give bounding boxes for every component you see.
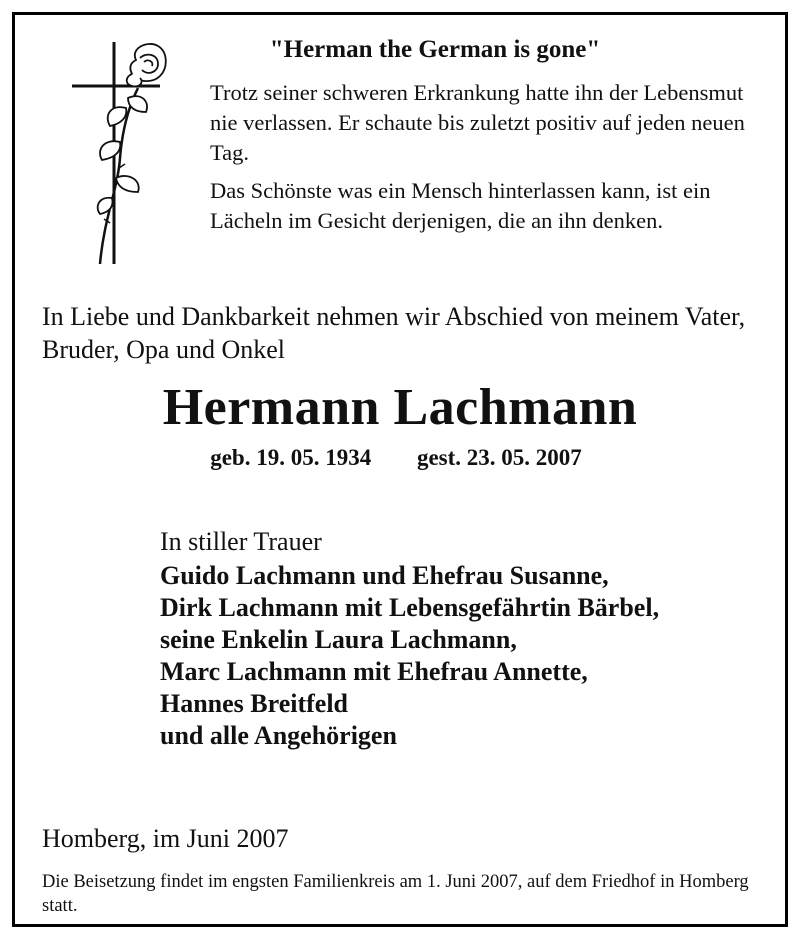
motto-paragraph: Trotz seiner schweren Erkrankung hatte ihn der Lebensmut nie verlassen. Er schaute bis zuletzt positiv auf jeden neuen Tag. <box>210 80 745 165</box>
mourning-label: In stiller Trauer <box>160 527 322 556</box>
mourners-block <box>160 526 780 752</box>
mourner-line: Dirk Lachmann mit Lebensgefährtin Bärbel, <box>160 593 660 622</box>
mourner-line: seine Enkelin Laura Lachmann, <box>160 625 517 654</box>
mourner-line: Guido Lachmann und Ehefrau Susanne, <box>160 561 609 590</box>
deceased-name: Hermann Lachmann <box>162 379 638 436</box>
cross-with-rose-icon <box>70 38 170 268</box>
funeral-note: Die Beisetzung findet im engsten Familienkreis am 1. Juni 2007, auf dem Friedhof in Homberg statt. <box>42 872 749 916</box>
birth-date: geb. 19. 05. 1934 <box>210 445 372 470</box>
mourner-line: Hannes Breitfeld <box>160 689 349 718</box>
motto-block <box>210 36 770 244</box>
mourner-line: Marc Lachmann mit Ehefrau Annette, <box>160 657 588 686</box>
farewell-intro: In Liebe und Dankbarkeit nehmen wir Abschied von meinem Vater, Bruder, Opa und Onkel <box>42 302 746 364</box>
mourner-line: und alle Angehörigen <box>160 721 397 750</box>
mourners-list <box>160 560 780 752</box>
death-date: gest. 23. 05. 2007 <box>416 445 582 470</box>
motto-title: "Herman the German is gone" <box>269 36 601 63</box>
place-date: Homberg, im Juni 2007 <box>42 824 289 853</box>
life-dates <box>0 443 800 473</box>
motto-paragraph: Das Schönste was ein Mensch hinterlassen kann, ist ein Lächeln im Gesicht derjenigen, die an ihn denken. <box>210 178 711 233</box>
